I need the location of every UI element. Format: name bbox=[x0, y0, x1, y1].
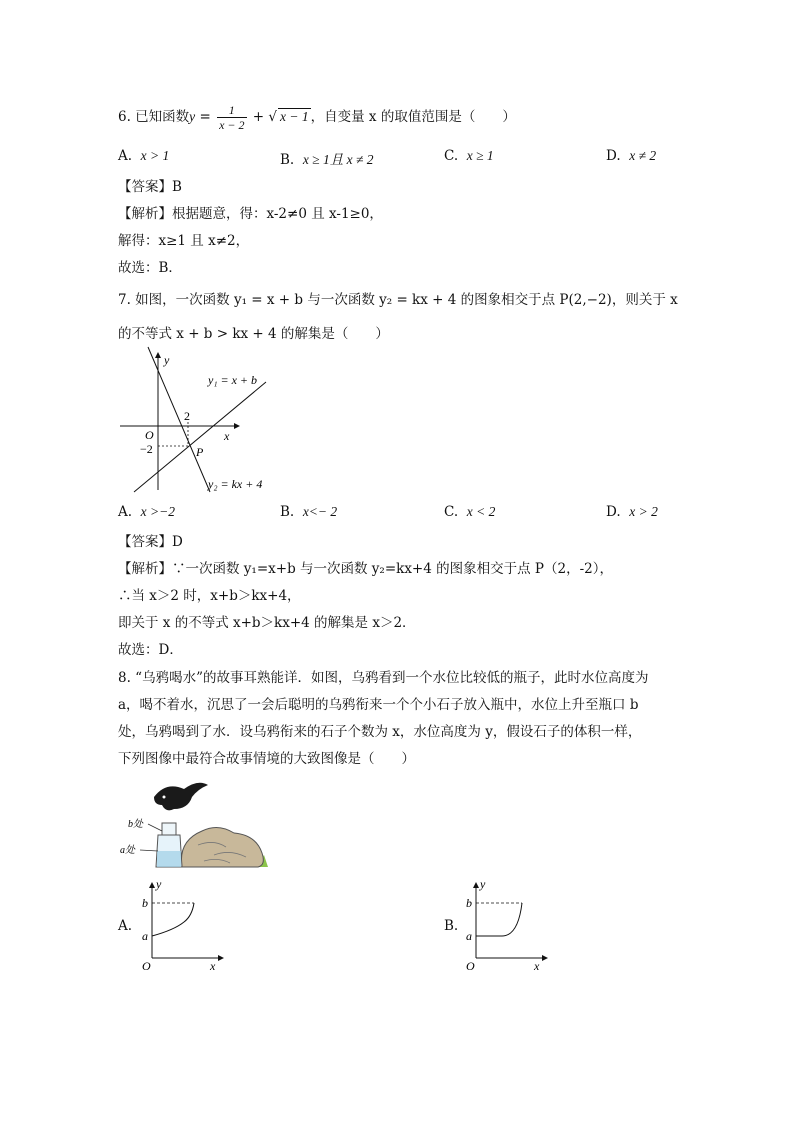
q8-option-b-graph[interactable] bbox=[462, 876, 554, 972]
q7-option-b[interactable]: B. x<− 2 bbox=[280, 504, 338, 520]
q6-plus: + bbox=[248, 109, 269, 125]
q6-option-b[interactable]: B. x ≥ 1且 x ≠ 2 bbox=[280, 152, 374, 168]
q8-line4: 下列图像中最符合故事情境的大致图像是（ ） bbox=[118, 751, 415, 767]
q6-frac-den: x − 2 bbox=[219, 118, 245, 132]
q7-line1-label: y₁ = x + b bbox=[208, 373, 258, 387]
q6-stem-prefix: 6. 已知函数 bbox=[118, 109, 190, 125]
q7-graph bbox=[112, 342, 292, 497]
option-b-x: x bbox=[534, 959, 540, 972]
q7-stem-line1: 7. 如图，一次函数 y₁ = x + b 与一次函数 y₂ = kx + 4 的图象相交于点 P(2,−2)，则关于 x bbox=[118, 292, 678, 308]
q7-line-y2 bbox=[148, 347, 210, 492]
q7-option-a[interactable]: A. x >−2 bbox=[118, 504, 175, 520]
option-b-b: b bbox=[466, 896, 472, 910]
q7-origin-label: O bbox=[145, 428, 154, 442]
q8-line2: a，喝不着水，沉思了一会后聪明的乌鸦衔来一个个小石子放入瓶中，水位上升至瓶口 b bbox=[118, 697, 639, 713]
q7-option-c[interactable]: C. x < 2 bbox=[444, 504, 496, 520]
q7-x-arrow-icon bbox=[234, 423, 240, 429]
q6-sqrt-content: x − 1 bbox=[280, 109, 309, 124]
x-arrow-icon bbox=[542, 955, 548, 961]
x-arrow-icon bbox=[218, 955, 224, 961]
q7-y-arrow-icon bbox=[155, 352, 161, 358]
water-icon bbox=[157, 851, 181, 867]
option-a-x: x bbox=[210, 959, 216, 972]
q6-choose: 故选：B． bbox=[118, 260, 182, 276]
q6-option-c[interactable]: C. x ≥ 1 bbox=[444, 148, 494, 164]
q6-frac-num: 1 bbox=[217, 103, 246, 118]
q7-conclusion: 即关于 x 的不等式 x+b＞kx+4 的解集是 x＞2． bbox=[118, 615, 416, 631]
q7-answer: 【答案】D bbox=[118, 534, 183, 550]
curve-b bbox=[476, 903, 522, 936]
option-b-o: O bbox=[466, 959, 475, 972]
q7-therefore: ∴当 x＞2 时，x+b＞kx+4， bbox=[118, 588, 301, 604]
q7-stem-line2: 的不等式 x + b > kx + 4 的解集是（ ） bbox=[118, 326, 389, 342]
q7-line-y1 bbox=[134, 382, 266, 492]
y-arrow-icon bbox=[473, 882, 479, 888]
q8-option-a-graph[interactable] bbox=[138, 876, 230, 972]
q8-line1: 8. “乌鸦喝水”的故事耳熟能详．如图，乌鸦看到一个水位比较低的瓶子，此时水位高度为 bbox=[118, 670, 649, 686]
sqrt-icon: √ bbox=[268, 109, 278, 125]
q7-line2-label: y₂ = kx + 4 bbox=[208, 477, 263, 491]
q6-stem-suffix: ，自变量 x 的取值范围是（ ） bbox=[310, 109, 516, 125]
q6-solve: 解得：x≥1 且 x≠2， bbox=[118, 233, 250, 249]
y-arrow-icon bbox=[149, 882, 155, 888]
crow-bottle-illustration bbox=[118, 775, 278, 875]
bottle-neck-icon bbox=[162, 823, 176, 835]
option-b-y: y bbox=[480, 877, 486, 891]
option-a-y: y bbox=[156, 877, 162, 891]
q6-fraction bbox=[217, 103, 246, 132]
q7-point-p: P bbox=[196, 445, 204, 459]
rock-icon bbox=[181, 827, 263, 867]
pic-label-a: a处 bbox=[120, 845, 135, 856]
curve-a bbox=[152, 903, 194, 936]
q7-tick-y: −2 bbox=[140, 442, 153, 456]
q7-option-d[interactable]: D. x > 2 bbox=[606, 504, 658, 520]
q7-x-label: x bbox=[224, 429, 230, 443]
pic-label-b: b处 bbox=[128, 819, 143, 830]
q8-option-b-letter[interactable]: B. bbox=[444, 918, 459, 934]
q7-tick-x: 2 bbox=[184, 409, 190, 423]
option-a-a: a bbox=[142, 929, 148, 943]
q6-func-eq: = bbox=[195, 109, 216, 125]
option-a-b: b bbox=[142, 896, 148, 910]
option-b-a: a bbox=[466, 929, 472, 943]
q6-analysis: 【解析】根据题意，得：x-2≠0 且 x-1≥0， bbox=[118, 206, 383, 222]
q7-choose: 故选：D． bbox=[118, 642, 183, 658]
q7-y-label: y bbox=[164, 353, 170, 367]
q6-option-a[interactable]: A. x > 1 bbox=[118, 148, 170, 164]
q6-option-d[interactable]: D. x ≠ 2 bbox=[606, 148, 657, 164]
option-a-o: O bbox=[142, 959, 151, 972]
q8-line3: 处，乌鸦喝到了水．设乌鸦衔来的石子个数为 x，水位高度为 y，假设石子的体积一样， bbox=[118, 724, 642, 740]
q6-func-y: y bbox=[189, 109, 196, 124]
crow-icon bbox=[154, 783, 208, 811]
q6-stem bbox=[118, 103, 516, 132]
q7-analysis: 【解析】∵一次函数 y₁=x+b 与一次函数 y₂=kx+4 的图象相交于点 P（2，-2）， bbox=[118, 561, 613, 577]
q6-answer: 【答案】B bbox=[118, 179, 182, 195]
q8-option-a-letter[interactable]: A. bbox=[118, 918, 133, 934]
